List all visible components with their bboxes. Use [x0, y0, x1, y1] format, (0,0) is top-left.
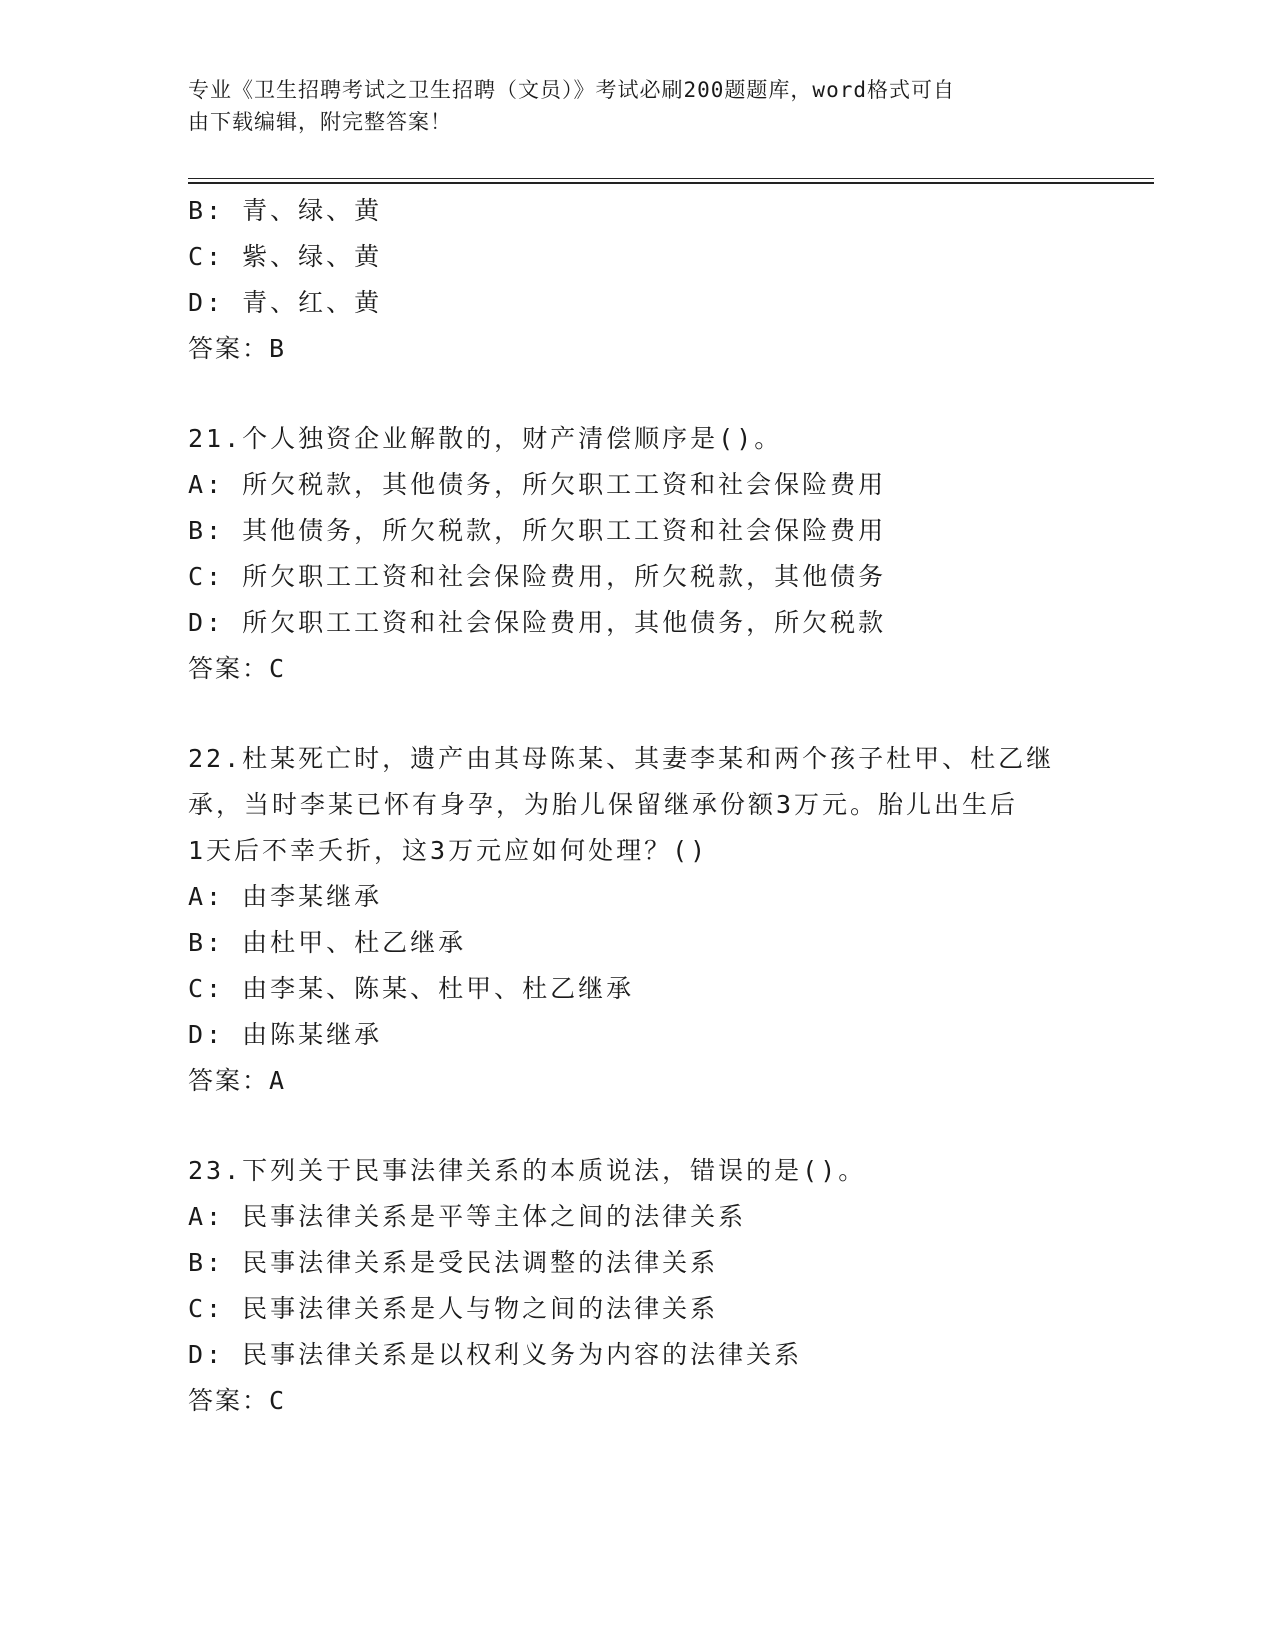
option-b: B: 由杜甲、杜乙继承 [188, 928, 467, 957]
spacer [188, 692, 1088, 736]
document-header [188, 74, 1088, 138]
option-c: C: 民事法律关系是人与物之间的法律关系 [188, 1294, 719, 1323]
question-22-block [188, 736, 1088, 1104]
question-22-text-line-1: 22.杜某死亡时，遗产由其母陈某、其妻李某和两个孩子杜甲、杜乙继 [188, 744, 1055, 773]
spacer [188, 372, 1088, 416]
option-d: D: 所欠职工工资和社会保险费用，其他债务，所欠税款 [188, 608, 887, 637]
option-b: B: 其他债务，所欠税款，所欠职工工资和社会保险费用 [188, 516, 887, 545]
option-a: A: 由李某继承 [188, 882, 383, 911]
option-a: A: 所欠税款，其他债务，所欠职工工资和社会保险费用 [188, 470, 887, 499]
header-line-1: 专业《卫生招聘考试之卫生招聘（文员）》考试必刷200题题库，word格式可自 [188, 78, 955, 102]
option-c: C: 紫、绿、黄 [188, 242, 383, 271]
question-21-text: 21.个人独资企业解散的，财产清偿顺序是()。 [188, 424, 783, 453]
option-c: C: 由李某、陈某、杜甲、杜乙继承 [188, 974, 635, 1003]
question-22-text-line-3: 1天后不幸夭折，这3万元应如何处理？() [188, 836, 709, 865]
prev-question-block [188, 188, 1088, 372]
answer-line: 答案：C [188, 1386, 287, 1415]
option-b: B: 青、绿、黄 [188, 196, 383, 225]
question-21-block [188, 416, 1088, 692]
question-content [188, 188, 1088, 1424]
spacer [188, 1104, 1088, 1148]
option-d: D: 民事法律关系是以权利义务为内容的法律关系 [188, 1340, 803, 1369]
question-23-text: 23.下列关于民事法律关系的本质说法，错误的是()。 [188, 1156, 867, 1185]
answer-line: 答案：A [188, 1066, 287, 1095]
question-22-text-line-2: 承，当时李某已怀有身孕，为胎儿保留继承份额3万元。胎儿出生后 [188, 790, 1019, 819]
answer-line: 答案：C [188, 654, 287, 683]
option-b: B: 民事法律关系是受民法调整的法律关系 [188, 1248, 719, 1277]
option-c: C: 所欠职工工资和社会保险费用，所欠税款，其他债务 [188, 562, 887, 591]
answer-line: 答案：B [188, 334, 287, 363]
header-divider-thick [188, 182, 1154, 184]
header-divider-thin [188, 178, 1154, 179]
question-23-block [188, 1148, 1088, 1424]
option-d: D: 青、红、黄 [188, 288, 383, 317]
option-d: D: 由陈某继承 [188, 1020, 383, 1049]
header-line-2: 由下载编辑，附完整答案！ [188, 110, 452, 134]
option-a: A: 民事法律关系是平等主体之间的法律关系 [188, 1202, 747, 1231]
